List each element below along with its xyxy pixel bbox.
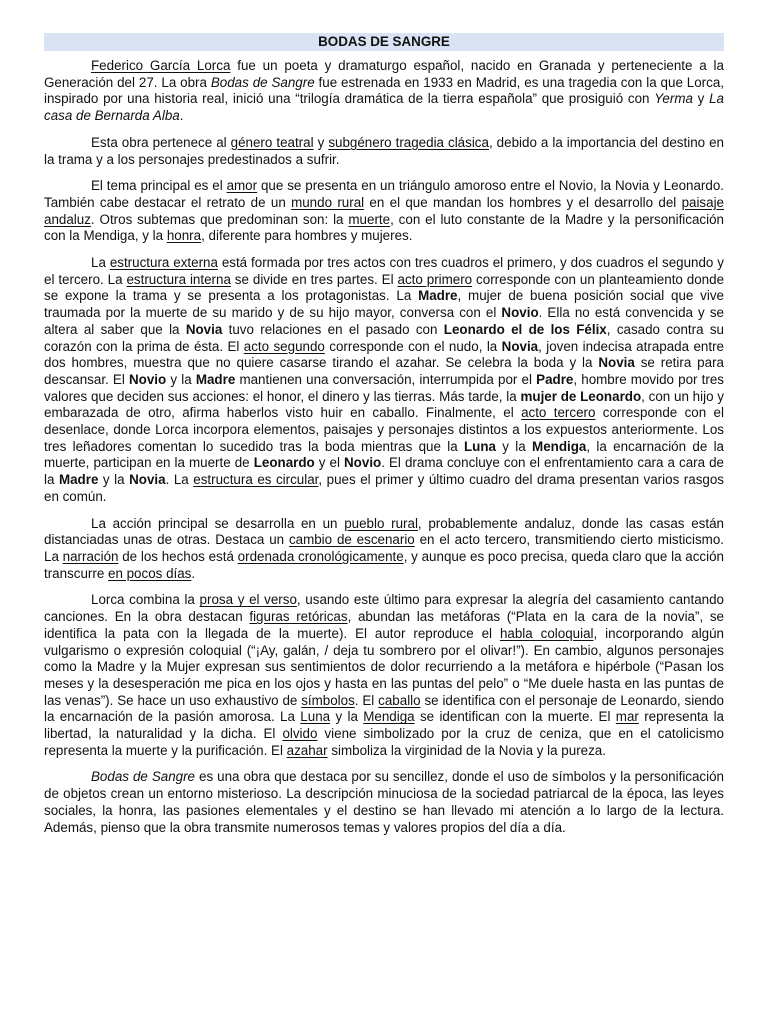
underlined-term: mar xyxy=(615,709,639,725)
underlined-term: Mendiga xyxy=(363,709,415,725)
text-run: . La xyxy=(165,472,194,488)
text-run: corresponde con el nudo, la xyxy=(324,338,502,354)
italic-title: Bodas de Sangre xyxy=(210,74,315,90)
underlined-term: Federico García Lorca xyxy=(91,58,231,73)
text-run: corresponde con un planteamiento donde se expone la trama y se presenta a los protagonistas. La xyxy=(44,271,725,304)
text-run: La acción principal se desarrolla en un xyxy=(91,515,345,531)
underlined-term: pueblo rural xyxy=(344,515,418,531)
text-run: . Otros subtemas que predominan son: la xyxy=(90,211,349,227)
text-run: se identifican con la muerte. El xyxy=(414,709,616,725)
bold-name: Mendiga xyxy=(532,438,587,454)
underlined-term: caballo xyxy=(378,692,421,708)
text-run: , incorporando algún vulgarismo o expresión coloquial (“¡Ay, galán, / deja tu sombrero por el olivar!”). En cambio, algunos personajes como la Madre y la Mujer expresan sus sentimientos de dolor recurriendo a la metáfora e hipérbole (“Pasan los meses y la desesperación me pica en los ojos y hasta en las puntas del pelo” o “Me duele hasta en las puntas de las venas”). Se hace un uso exhaustivo de xyxy=(44,625,725,708)
underlined-term: símbolos xyxy=(301,692,355,708)
bold-name: Luna xyxy=(464,438,496,454)
paragraph-intro xyxy=(44,58,724,125)
text-run: . Ella no está convencida y se altera al saber que la xyxy=(44,305,724,337)
text-run: , diferente para hombres y mujeres. xyxy=(201,228,413,244)
text-run: , joven indecisa atrapada entre dos hombres, muestra que no quiere casarse tirando el azahar. Se celebra la boda y la xyxy=(44,338,724,371)
text-run: , y aunque es poco precisa, queda claro que la acción transcurre xyxy=(44,548,724,581)
text-run: y xyxy=(313,134,329,150)
text-run: tuvo relaciones en el pasado con xyxy=(222,321,444,337)
text-run: y la xyxy=(98,472,130,488)
text-run: , con el luto constante de la Madre y la personificación con la Mendiga, y la xyxy=(44,211,724,244)
underlined-term: Luna xyxy=(300,709,331,725)
paragraph-style xyxy=(44,592,724,759)
text-run: , debido a la importancia del destino en la trama y a los personajes predestinados a sufrir. xyxy=(44,134,724,167)
text-run: y la xyxy=(166,371,196,387)
bold-name: Novio xyxy=(501,305,539,321)
italic-title: Bodas de Sangre xyxy=(91,769,196,785)
text-run: está formada por tres actos con tres cuadros el primero, y dos cuadros el segundo y el tercero. La xyxy=(44,255,724,287)
text-run: , usando este último para expresar la alegría del casamiento cantando canciones. En la obra destacan xyxy=(44,592,724,625)
bold-name: Madre xyxy=(418,288,458,304)
underlined-term: figuras retóricas xyxy=(249,609,348,625)
underlined-term: prosa y el verso xyxy=(199,592,297,608)
text-run: , probablemente andaluz, donde las casas están distanciadas unas de otras. Destaca un xyxy=(44,515,724,548)
bold-name: Madre xyxy=(58,472,99,488)
text-run: y el xyxy=(314,455,345,471)
underlined-term: ordenada cronológicamente xyxy=(237,548,404,564)
bold-name: Leonardo xyxy=(253,455,315,471)
bold-name: Padre xyxy=(536,371,574,387)
text-run: de los hechos está xyxy=(118,548,238,564)
text-run: La xyxy=(91,255,110,271)
bold-name: Leonardo el de los Félix xyxy=(443,321,607,337)
paragraph-theme xyxy=(44,178,724,245)
text-run: . xyxy=(191,565,196,581)
text-run: , abundan las metáforas (“Plata en la cara de la novia”, se identifica la pata con la llegada de la muerte). El autor reproduce el xyxy=(44,609,724,641)
underlined-term: paisaje andaluz xyxy=(44,194,724,227)
underlined-term: muerte xyxy=(348,211,391,227)
bold-name: Novio xyxy=(344,455,382,471)
text-run: , mujer de buena posición social que vive traumada por la muerte de su marido y de su hijo mayor, conversa con el xyxy=(44,288,724,321)
text-run: Esta obra pertenece al xyxy=(91,134,231,150)
text-run: se divide en tres partes. El xyxy=(230,271,398,287)
text-run: fue estrenada en 1933 en Madrid, es una tragedia con la que Lorca, inspirado por una historia real, inició una “trilogía dramática de la tierra española” que prosiguió con xyxy=(44,74,725,107)
text-run: , hombre movido por tres valores que deciden sus acciones: el honor, el dinero y las tierras. Más tarde, la xyxy=(44,371,724,404)
bold-name: mujer de Leonardo xyxy=(520,388,642,404)
underlined-term: azahar xyxy=(286,742,328,758)
text-run: El tema principal es el xyxy=(91,178,227,194)
document-title: BODAS DE SANGRE xyxy=(44,33,724,51)
document-page xyxy=(44,33,724,846)
underlined-term: estructura externa xyxy=(109,255,218,271)
text-run: Lorca combina la xyxy=(91,592,200,608)
text-run: y la xyxy=(496,438,533,454)
bold-name: Novia xyxy=(501,338,539,354)
underlined-term: estructura interna xyxy=(126,271,231,287)
text-run: y xyxy=(692,91,710,107)
text-run: representa la libertad, la naturalidad y la dicha. El xyxy=(44,709,724,742)
bold-name: Madre xyxy=(195,371,236,387)
text-run: se identifica con el personaje de Leonardo, siendo la encarnación de la pasión amorosa. La xyxy=(44,692,724,725)
paragraph-structure xyxy=(44,255,724,506)
text-run: simboliza la virginidad de la Novia y la pureza. xyxy=(327,742,606,758)
text-run: . xyxy=(179,108,184,124)
text-run: , con un hijo y embarazada de otro, afirma haberlos visto huir en caballo. Finalmente, el xyxy=(44,388,724,421)
text-run: es una obra que destaca por su sencillez, donde el uso de símbolos y la personificación de objetos crean un entorno misterioso. La descripción minuciosa de la sociedad patriarcal de la época, las leyes sociales, la honra, las pasiones elementales y el destino se han llevado mi atención a lo largo de la lectura. Además, pienso que la obra transmite numerosos temas y valores propios del día a día. xyxy=(44,769,724,835)
underlined-term: subgénero tragedia clásica xyxy=(328,134,489,150)
underlined-term: cambio de escenario xyxy=(288,532,415,548)
underlined-term: acto primero xyxy=(397,271,473,287)
bold-name: Novia xyxy=(129,472,166,488)
underlined-term: acto segundo xyxy=(243,338,325,354)
underlined-term: estructura es circular xyxy=(193,472,319,488)
bold-name: Novia xyxy=(185,321,223,337)
underlined-term: mundo rural xyxy=(291,194,365,210)
italic-title: La casa de Bernarda Alba xyxy=(44,91,724,124)
text-run: en el acto tercero, transmitiendo cierto misticismo. La xyxy=(44,532,724,564)
text-run: mantienen una conversación, interrumpida por el xyxy=(235,371,537,387)
paragraph-genre xyxy=(44,135,724,168)
underlined-term: en pocos días xyxy=(108,565,192,581)
text-run: , la encarnación de la muerte, participan en la muerte de xyxy=(44,438,725,471)
text-run: , pues el primer y último cuadro del drama presentan varios rasgos en común. xyxy=(44,472,724,504)
text-run: corresponde con el desenlace, donde Lorca incorpora elementos, paisajes y personajes distintos a los expuestos anteriormente. Los tres leñadores comentan lo sucedido tras la boda mientras que la xyxy=(44,405,724,454)
paragraph-setting xyxy=(44,516,724,583)
italic-title: Yerma xyxy=(654,91,693,107)
text-run: . El xyxy=(354,692,379,708)
text-run: se retira para descansar. El xyxy=(44,355,724,387)
underlined-term: género teatral xyxy=(230,134,314,150)
underlined-term: narración xyxy=(62,548,119,564)
underlined-term: olvido xyxy=(282,726,318,742)
text-run: en el que mandan los hombres y el desarrollo del xyxy=(364,194,682,210)
bold-name: Novio xyxy=(129,371,167,387)
underlined-term: habla coloquial xyxy=(499,625,594,641)
underlined-term: acto tercero xyxy=(521,405,596,421)
bold-name: Novia xyxy=(598,355,635,371)
text-run: fue un poeta y dramaturgo español, nacido en Granada y perteneciente a la Generación del 27. La obra xyxy=(44,58,724,90)
underlined-term: amor xyxy=(226,178,258,194)
text-run: que se presenta en un triángulo amoroso entre el Novio, la Novia y Leonardo. También cabe destacar el retrato de un xyxy=(44,178,724,210)
underlined-term: honra xyxy=(166,228,202,244)
text-run: , casado contra su corazón con la prima de ésta. El xyxy=(44,321,725,354)
text-run: y la xyxy=(330,709,364,725)
paragraph-conclusion xyxy=(44,769,724,836)
text-run: viene simbolizado por la cruz de ceniza, que en el catolicismo representa la muerte y la purificación. El xyxy=(44,726,724,758)
text-run: . El drama concluye con el enfrentamiento cara a cara de la xyxy=(44,455,725,488)
